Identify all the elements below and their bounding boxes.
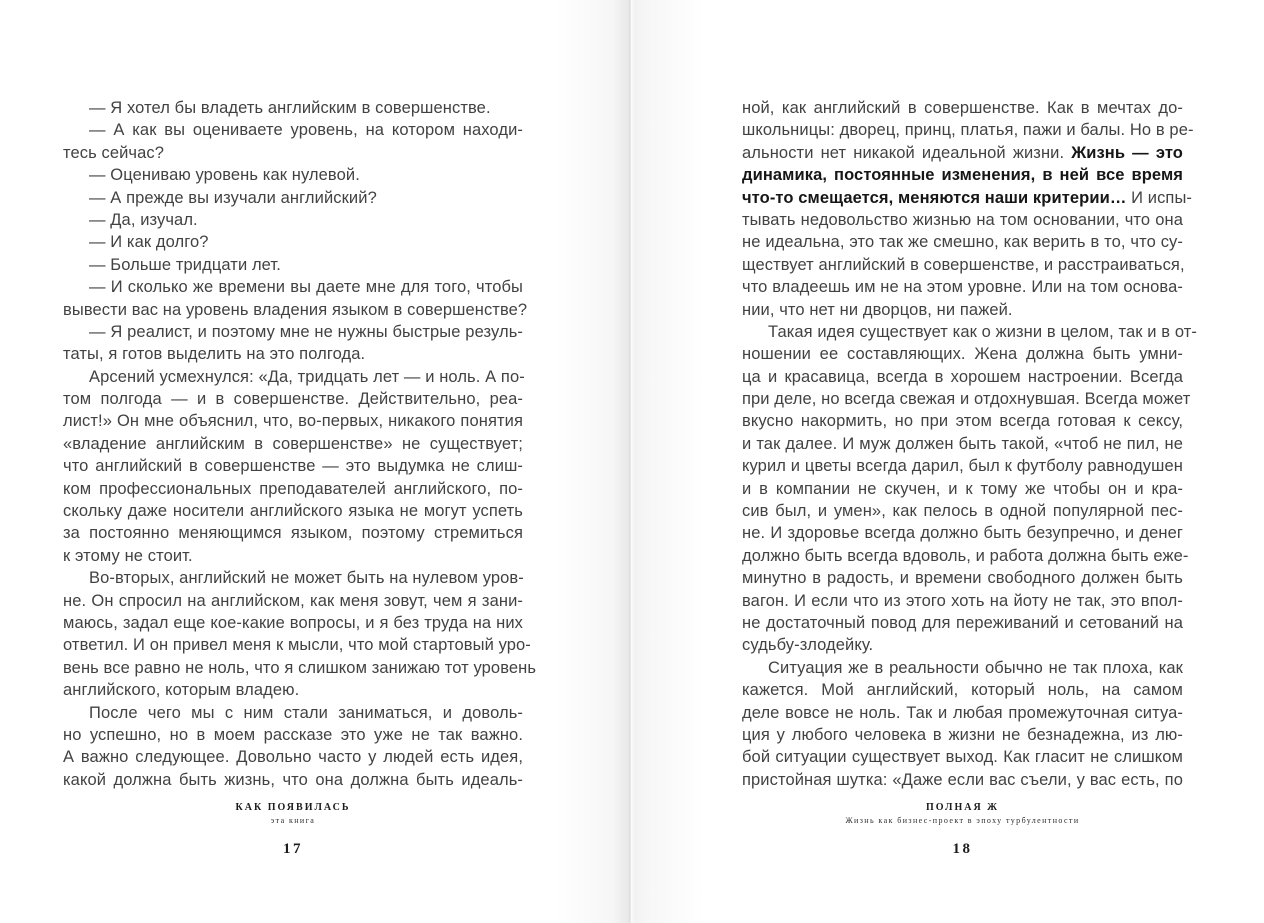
- text-line: [63, 590, 523, 612]
- text-line: [742, 746, 1183, 768]
- bold-text-segment: динамика, постоянные изменения, в ней все время: [742, 166, 1183, 185]
- text-line: [742, 567, 1183, 589]
- text-segment: не. И здоровье всегда должно быть безупречно, и денег: [742, 524, 1183, 543]
- text-line: [63, 231, 523, 253]
- text-line: [63, 433, 523, 455]
- text-segment: Ситуация же в реальности обычно не так плоха, как: [768, 658, 1183, 677]
- text-segment: не идеальна, это так же смешно, как верить в то, что су-: [742, 233, 1183, 252]
- text-segment: судьбу-злодейку.: [742, 636, 874, 655]
- text-segment: — Больше тридцати лет.: [89, 255, 281, 274]
- text-segment: вень все равно не ноль, что я слишком занижаю тот уровень: [63, 658, 537, 677]
- text-segment: Во-вторых, английский не может быть на нулевом уров-: [89, 569, 524, 588]
- text-line: [63, 724, 523, 746]
- text-segment: ком профессиональных преподавателей английского, по-: [63, 479, 523, 498]
- text-line: [63, 142, 523, 164]
- text-line: [63, 321, 523, 343]
- text-segment: И испы-: [1126, 188, 1193, 207]
- text-segment: что английский в совершенстве — это выдумка не слиш-: [63, 457, 523, 476]
- text-line: [742, 187, 1193, 209]
- text-segment: ответил. И он привел меня к мысли, что мой стартовый уро-: [63, 636, 531, 655]
- text-segment: — А прежде вы изучали английский?: [89, 188, 377, 207]
- text-segment: том полгода — и в совершенстве. Действительно, реа-: [63, 390, 523, 409]
- text-segment: бой ситуации существует выход. Как гласит не слишком: [742, 748, 1183, 767]
- text-segment: курил и цветы всегда дарил, был к футболу равнодушен: [742, 457, 1183, 476]
- left-page-footer: [63, 802, 523, 825]
- text-segment: — Оцениваю уровень как нулевой.: [89, 166, 360, 185]
- text-line: [742, 299, 1183, 321]
- text-segment: ществует английский в совершенстве, и расстраиваться,: [742, 255, 1185, 274]
- text-line: [63, 254, 523, 276]
- text-line: [742, 254, 1183, 276]
- text-segment: кажется. Мой английский, который ноль, на самом: [742, 681, 1183, 700]
- text-line: [63, 657, 537, 679]
- text-segment: — И сколько же времени вы даете мне для того, чтобы: [89, 278, 523, 297]
- text-segment: лист!» Он мне объяснил, что, во-первых, никакого понятия: [63, 412, 523, 431]
- text-segment: должно быть всегда вдоволь, и работа должна быть еже-: [742, 546, 1189, 565]
- right-running-subtitle: Жизнь как бизнес-проект в эпоху турбулентности: [845, 816, 1080, 825]
- text-line: [63, 478, 523, 500]
- text-segment: что владеешь им не на этом уровне. Или на том основа-: [742, 278, 1183, 297]
- text-line: [63, 343, 523, 365]
- text-line: [742, 455, 1183, 477]
- text-segment: Такая идея существует как о жизни в целом, так и в от-: [768, 322, 1198, 341]
- text-line: [742, 142, 1183, 164]
- text-segment: деле вовсе не ноль. Так и любая промежуточная ситуа-: [742, 703, 1183, 722]
- text-line: [63, 634, 531, 656]
- text-line: [742, 612, 1183, 634]
- text-line: [63, 612, 523, 634]
- bold-text-segment: что-то смещается, меняются наши критерии…: [742, 188, 1127, 207]
- text-segment: — Да, изучал.: [89, 210, 198, 229]
- text-line: [63, 299, 528, 321]
- text-line: [742, 724, 1183, 746]
- text-line: [63, 97, 523, 119]
- text-line: [63, 679, 523, 701]
- text-line: [63, 545, 523, 567]
- text-segment: вкусно накормить, но при этом всегда готовая к сексу,: [742, 412, 1183, 431]
- text-segment: ция у любого человека в жизни не безнадежна, из лю-: [742, 725, 1183, 744]
- text-line: [63, 769, 523, 791]
- text-line: [63, 455, 523, 477]
- text-segment: таты, я готов выделить на это полгода.: [63, 345, 366, 364]
- right-running-title: ПОЛНАЯ Ж: [925, 802, 1000, 813]
- left-page-number: 17: [283, 841, 303, 857]
- text-segment: и в компании не скучен, и к тому же чтобы он и кра-: [742, 479, 1183, 498]
- text-line: [63, 522, 523, 544]
- right-page-text-column: [742, 97, 1198, 791]
- text-line: [63, 366, 523, 388]
- text-segment: — Я хотел бы владеть английским в совершенстве.: [89, 99, 491, 117]
- text-segment: школьницы: дворец, принц, платья, пажи и балы. Но в ре-: [742, 121, 1194, 140]
- text-line: [742, 321, 1198, 343]
- text-segment: но успешно, но в моем рассказе это уже не так важно.: [63, 725, 523, 744]
- text-segment: не достаточный повод для переживаний и сетований на: [742, 613, 1183, 632]
- text-line: [742, 343, 1183, 365]
- text-segment: вагон. И если что из этого хоть на йоту не так, это впол-: [742, 591, 1183, 610]
- text-line: [742, 500, 1183, 522]
- text-line: [742, 231, 1183, 253]
- text-line: [742, 702, 1183, 724]
- text-segment: не. Он спросил на английском, как меня зовут, чем я зани-: [63, 591, 523, 610]
- text-line: [63, 410, 523, 432]
- text-line: [63, 187, 523, 209]
- text-line: [742, 209, 1183, 231]
- text-line: [742, 545, 1189, 567]
- text-segment: скольку даже носители английского языка не могут успеть: [63, 502, 523, 521]
- text-segment: ной, как английский в совершенстве. Как в мечтах до-: [742, 99, 1183, 117]
- text-line: [742, 164, 1183, 186]
- text-line: [742, 97, 1183, 119]
- text-segment: английского, которым владею.: [63, 681, 300, 700]
- text-line: [742, 522, 1183, 544]
- right-page-footer: [742, 802, 1183, 825]
- text-line: [742, 433, 1183, 455]
- text-segment: сив был, и умен», как пелось в одной популярной пес-: [742, 502, 1183, 521]
- text-segment: маюсь, задал еще кое-какие вопросы, и я без труда на них: [63, 613, 523, 632]
- text-segment: какой должна быть жизнь, что она должна быть идеаль-: [63, 770, 523, 789]
- text-segment: — И как долго?: [89, 233, 209, 252]
- book-spine-gutter: [555, 0, 705, 923]
- text-segment: пристойная шутка: «Даже если вас съели, у вас есть, по: [742, 770, 1183, 789]
- text-line: [742, 119, 1194, 141]
- text-segment: при деле, но всегда свежая и отдохнувшая. Всегда может: [742, 390, 1191, 409]
- text-segment: тывать недовольство жизнью на том основании, что она: [742, 210, 1183, 229]
- text-line: [742, 769, 1183, 791]
- text-segment: за постоянно меняющимся языком, поэтому стремиться: [63, 524, 523, 543]
- text-line: [63, 500, 523, 522]
- text-line: [63, 209, 523, 231]
- text-segment: альности нет никакой идеальной жизни.: [742, 143, 1072, 162]
- text-line: [742, 366, 1183, 388]
- text-line: [63, 746, 523, 768]
- right-page-number: 18: [952, 841, 973, 857]
- text-line: [63, 702, 523, 724]
- text-line: [63, 164, 523, 186]
- text-line: [742, 276, 1183, 298]
- text-line: [63, 119, 523, 141]
- text-line: [742, 679, 1183, 701]
- text-segment: и так далее. И муж должен быть такой, «чтоб не пил, не: [742, 434, 1183, 453]
- text-segment: А важно следующее. Довольно часто у людей есть идея,: [63, 748, 523, 767]
- text-line: [742, 590, 1183, 612]
- text-segment: тесь сейчас?: [63, 143, 165, 162]
- text-segment: к этому не стоит.: [63, 546, 193, 565]
- left-running-title: КАК ПОЯВИЛАСЬ: [235, 802, 351, 813]
- text-segment: минутно в радость, и времени свободного должен быть: [742, 569, 1183, 588]
- text-segment: Арсений усмехнулся: «Да, тридцать лет — и ноль. А по-: [89, 367, 525, 386]
- left-running-subtitle: эта книга: [270, 816, 316, 825]
- text-line: [63, 388, 523, 410]
- text-line: [742, 657, 1183, 679]
- text-line: [742, 634, 1183, 656]
- text-segment: — А как вы оцениваете уровень, на котором находи-: [89, 121, 523, 140]
- text-segment: После чего мы с ним стали заниматься, и доволь-: [89, 703, 523, 722]
- bold-text-segment: Жизнь — это: [1071, 143, 1183, 162]
- text-segment: — Я реалист, и поэтому мне не нужны быстрые резуль-: [89, 322, 523, 341]
- text-segment: ца и красавица, всегда в хорошем настроении. Всегда: [742, 367, 1183, 386]
- text-segment: «владение английским в совершенстве» не существует;: [63, 434, 523, 453]
- text-segment: нии, что нет ни дворцов, ни пажей.: [742, 300, 1013, 319]
- text-line: [742, 410, 1183, 432]
- text-line: [63, 567, 523, 589]
- left-page-text-column: [63, 97, 537, 791]
- text-segment: вывести вас на уровень владения языком в совершенстве?: [63, 300, 528, 319]
- text-line: [742, 478, 1183, 500]
- text-segment: ношении ее составляющих. Жена должна быть умни-: [742, 345, 1183, 364]
- text-line: [63, 276, 523, 298]
- text-line: [742, 388, 1191, 410]
